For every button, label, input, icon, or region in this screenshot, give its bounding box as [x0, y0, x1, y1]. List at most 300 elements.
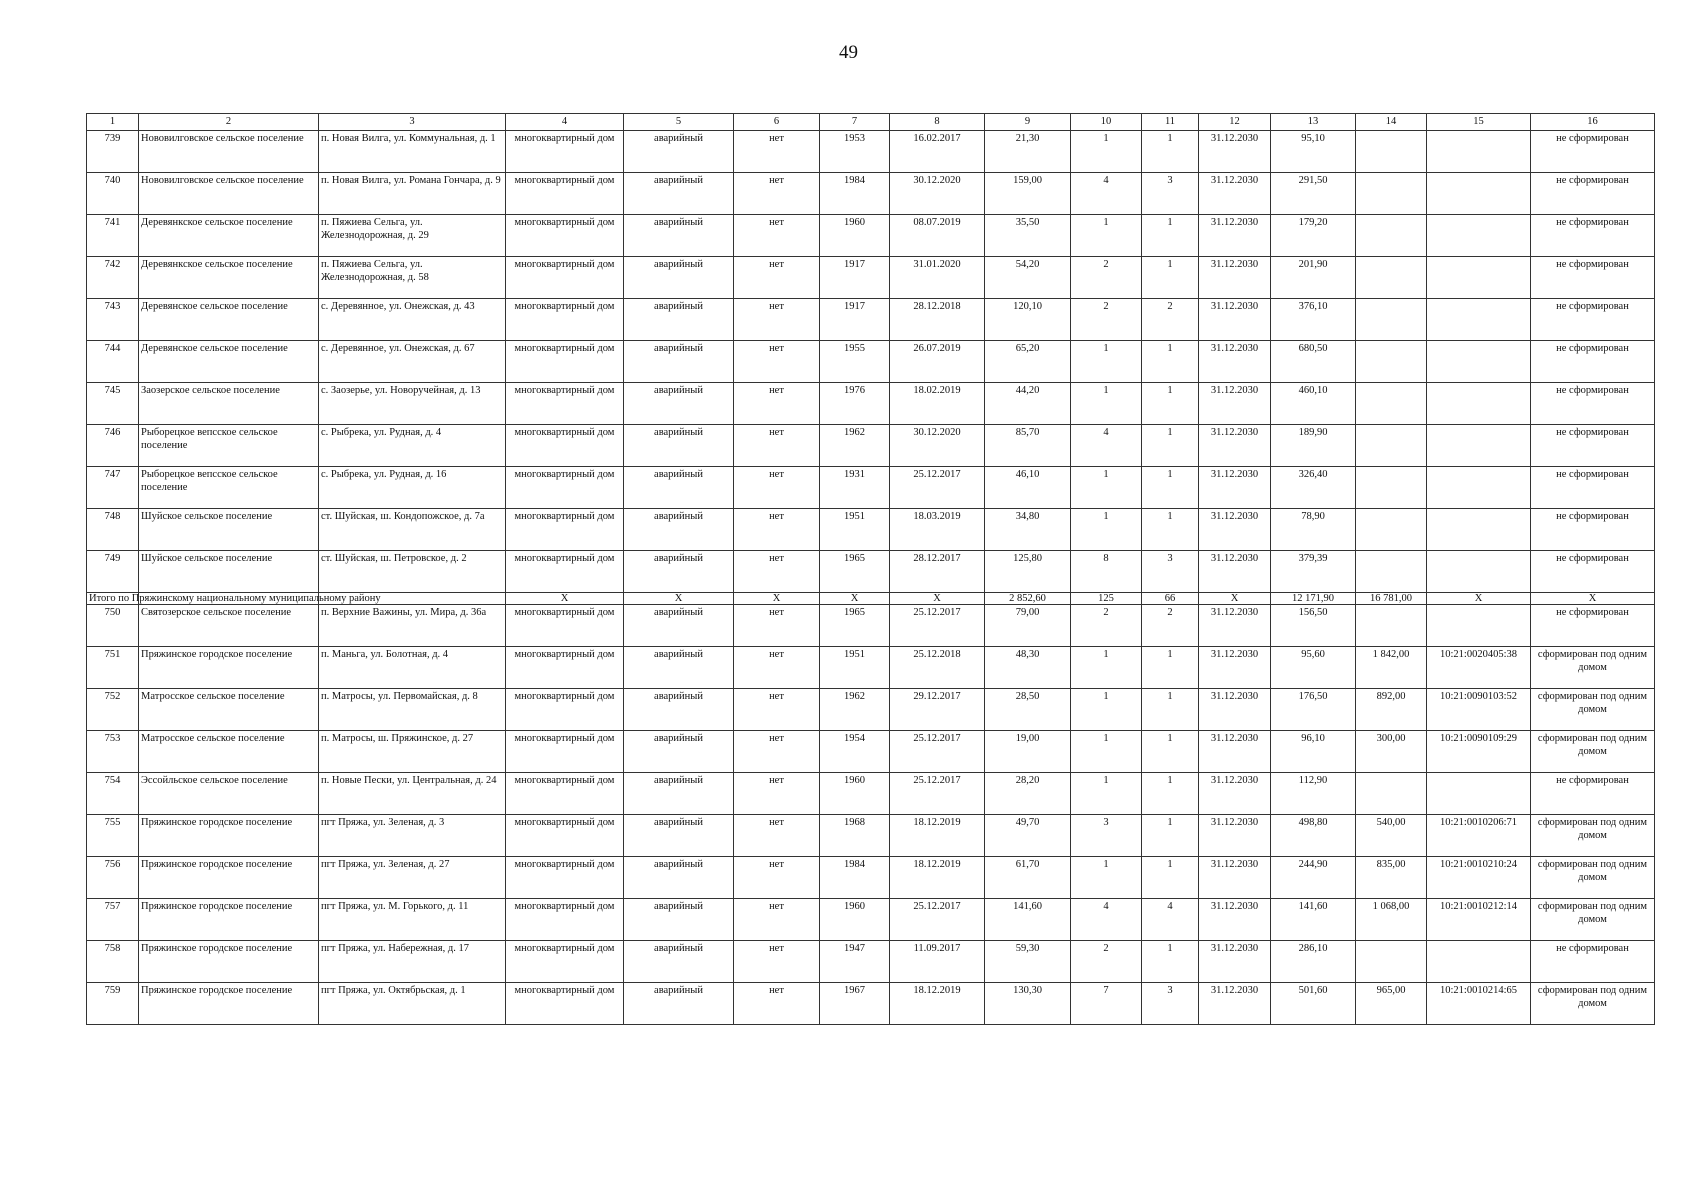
table-cell: нет: [734, 773, 820, 815]
table-cell: Шуйское сельское поселение: [139, 509, 319, 551]
table-cell: нет: [734, 425, 820, 467]
table-cell: 1: [1071, 731, 1142, 773]
table-cell: [1356, 383, 1427, 425]
table-cell: 3: [1142, 983, 1199, 1025]
table-cell: 1965: [820, 551, 890, 593]
table-cell: [1356, 425, 1427, 467]
table-cell: 31.12.2030: [1199, 773, 1271, 815]
table-cell: нет: [734, 551, 820, 593]
table-row: [87, 299, 1655, 341]
table-cell: п. Новая Вилга, ул. Коммунальная, д. 1: [319, 131, 506, 173]
table-cell: аварийный: [624, 983, 734, 1025]
column-number-8: 8: [890, 114, 985, 131]
table-cell: многоквартирный дом: [506, 551, 624, 593]
table-cell: 141,60: [985, 899, 1071, 941]
table-cell: [1427, 341, 1531, 383]
table-cell: многоквартирный дом: [506, 173, 624, 215]
table-cell: [1356, 257, 1427, 299]
total-value: X: [1199, 593, 1271, 605]
table-row: [87, 383, 1655, 425]
table-cell: сформирован под одним домом: [1531, 731, 1655, 773]
table-cell: 1962: [820, 425, 890, 467]
table-cell: п. Маньга, ул. Болотная, д. 4: [319, 647, 506, 689]
table-cell: 1: [1142, 131, 1199, 173]
table-cell: 758: [87, 941, 139, 983]
table-cell: 2: [1071, 605, 1142, 647]
table-cell: с. Деревянное, ул. Онежская, д. 67: [319, 341, 506, 383]
table-cell: аварийный: [624, 257, 734, 299]
table-cell: Деревянское сельское поселение: [139, 341, 319, 383]
table-cell: 1960: [820, 899, 890, 941]
table-cell: нет: [734, 257, 820, 299]
table-cell: 31.12.2030: [1199, 941, 1271, 983]
table-cell: 291,50: [1271, 173, 1356, 215]
table-cell: 08.07.2019: [890, 215, 985, 257]
table-cell: 18.12.2019: [890, 857, 985, 899]
table-cell: 244,90: [1271, 857, 1356, 899]
table-cell: аварийный: [624, 941, 734, 983]
table-cell: пгт Пряжа, ул. Зеленая, д. 3: [319, 815, 506, 857]
table-cell: не сформирован: [1531, 173, 1655, 215]
table-cell: 1: [1071, 215, 1142, 257]
table-cell: 31.12.2030: [1199, 383, 1271, 425]
table-cell: многоквартирный дом: [506, 773, 624, 815]
table-cell: аварийный: [624, 731, 734, 773]
table-cell: 30.12.2020: [890, 425, 985, 467]
table-cell: 31.12.2030: [1199, 215, 1271, 257]
table-cell: 759: [87, 983, 139, 1025]
table-cell: 31.12.2030: [1199, 815, 1271, 857]
table-cell: 31.12.2030: [1199, 899, 1271, 941]
table-cell: 31.01.2020: [890, 257, 985, 299]
table-cell: 10:21:0090103:52: [1427, 689, 1531, 731]
table-cell: 300,00: [1356, 731, 1427, 773]
table-cell: 125,80: [985, 551, 1071, 593]
table-cell: аварийный: [624, 773, 734, 815]
table-cell: [1356, 173, 1427, 215]
table-cell: 25.12.2018: [890, 647, 985, 689]
table-cell: не сформирован: [1531, 215, 1655, 257]
column-number-16: 16: [1531, 114, 1655, 131]
table-cell: 1: [1142, 731, 1199, 773]
table-cell: 25.12.2017: [890, 899, 985, 941]
table-cell: 540,00: [1356, 815, 1427, 857]
table-cell: 7: [1071, 983, 1142, 1025]
table-cell: 31.12.2030: [1199, 857, 1271, 899]
table-cell: 85,70: [985, 425, 1071, 467]
table-cell: [1356, 551, 1427, 593]
total-row: [87, 593, 1655, 605]
column-number-11: 11: [1142, 114, 1199, 131]
table-cell: сформирован под одним домом: [1531, 899, 1655, 941]
table-row: [87, 815, 1655, 857]
table-cell: Деревянкское сельское поселение: [139, 215, 319, 257]
table-cell: многоквартирный дом: [506, 815, 624, 857]
table-cell: 1947: [820, 941, 890, 983]
table-cell: не сформирован: [1531, 551, 1655, 593]
table-cell: 1: [1142, 815, 1199, 857]
table-cell: многоквартирный дом: [506, 857, 624, 899]
table-cell: Пряжинское городское поселение: [139, 857, 319, 899]
table-cell: многоквартирный дом: [506, 215, 624, 257]
table-cell: 18.12.2019: [890, 815, 985, 857]
table-cell: 1951: [820, 647, 890, 689]
table-cell: 10:21:0010212:14: [1427, 899, 1531, 941]
table-cell: 1: [1071, 131, 1142, 173]
table-cell: 78,90: [1271, 509, 1356, 551]
table-cell: 1960: [820, 215, 890, 257]
table-cell: 1: [1142, 941, 1199, 983]
table-cell: 326,40: [1271, 467, 1356, 509]
table-cell: [1427, 551, 1531, 593]
table-cell: 753: [87, 731, 139, 773]
table-cell: нет: [734, 857, 820, 899]
table-row: [87, 983, 1655, 1025]
table-cell: 26.07.2019: [890, 341, 985, 383]
column-number-13: 13: [1271, 114, 1356, 131]
table-cell: 376,10: [1271, 299, 1356, 341]
table-cell: сформирован под одним домом: [1531, 689, 1655, 731]
table-cell: 31.12.2030: [1199, 299, 1271, 341]
table-cell: нет: [734, 647, 820, 689]
table-cell: 28,50: [985, 689, 1071, 731]
table-cell: 1 068,00: [1356, 899, 1427, 941]
table-cell: 1: [1142, 257, 1199, 299]
table-cell: 1: [1142, 509, 1199, 551]
table-row: [87, 173, 1655, 215]
column-number-10: 10: [1071, 114, 1142, 131]
column-number-row: [87, 114, 1655, 131]
table-cell: 31.12.2030: [1199, 983, 1271, 1025]
table-cell: 130,30: [985, 983, 1071, 1025]
table-cell: п. Новая Вилга, ул. Романа Гончара, д. 9: [319, 173, 506, 215]
table-cell: 1: [1071, 647, 1142, 689]
table-cell: 44,20: [985, 383, 1071, 425]
table-cell: [1427, 131, 1531, 173]
table-cell: Пряжинское городское поселение: [139, 815, 319, 857]
table-cell: аварийный: [624, 689, 734, 731]
table-cell: 1: [1071, 857, 1142, 899]
table-cell: [1356, 509, 1427, 551]
table-cell: [1427, 509, 1531, 551]
table-cell: сформирован под одним домом: [1531, 647, 1655, 689]
table-cell: не сформирован: [1531, 383, 1655, 425]
table-row: [87, 551, 1655, 593]
table-cell: 498,80: [1271, 815, 1356, 857]
table-cell: пгт Пряжа, ул. М. Горького, д. 11: [319, 899, 506, 941]
table-cell: 25.12.2017: [890, 467, 985, 509]
table-cell: нет: [734, 815, 820, 857]
total-value: 12 171,90: [1271, 593, 1356, 605]
table-cell: многоквартирный дом: [506, 425, 624, 467]
table-cell: ст. Шуйская, ш. Кондопожское, д. 7а: [319, 509, 506, 551]
table-cell: п. Пяжиева Сельга, ул. Железнодорожная, д. 58: [319, 257, 506, 299]
table-cell: многоквартирный дом: [506, 131, 624, 173]
table-cell: не сформирован: [1531, 773, 1655, 815]
table-cell: аварийный: [624, 383, 734, 425]
table-cell: 201,90: [1271, 257, 1356, 299]
table-cell: 10:21:0020405:38: [1427, 647, 1531, 689]
table-cell: 747: [87, 467, 139, 509]
column-number-1: 1: [87, 114, 139, 131]
column-number-6: 6: [734, 114, 820, 131]
table-cell: 112,90: [1271, 773, 1356, 815]
table-cell: 2: [1142, 605, 1199, 647]
table-cell: 1: [1071, 509, 1142, 551]
total-value: 2 852,60: [985, 593, 1071, 605]
table-cell: 46,10: [985, 467, 1071, 509]
table-cell: 379,39: [1271, 551, 1356, 593]
table-cell: 1951: [820, 509, 890, 551]
table-row: [87, 215, 1655, 257]
table-cell: не сформирован: [1531, 941, 1655, 983]
table-cell: нет: [734, 509, 820, 551]
table-cell: 1917: [820, 257, 890, 299]
table-cell: пгт Пряжа, ул. Октябрьская, д. 1: [319, 983, 506, 1025]
table-cell: аварийный: [624, 857, 734, 899]
table-cell: п. Матросы, ул. Первомайская, д. 8: [319, 689, 506, 731]
total-value: X: [820, 593, 890, 605]
table-cell: 31.12.2030: [1199, 731, 1271, 773]
table-cell: 680,50: [1271, 341, 1356, 383]
table-cell: не сформирован: [1531, 257, 1655, 299]
table-cell: Пряжинское городское поселение: [139, 899, 319, 941]
table-cell: 31.12.2030: [1199, 257, 1271, 299]
table-cell: 739: [87, 131, 139, 173]
table-row: [87, 773, 1655, 815]
table-cell: аварийный: [624, 131, 734, 173]
table-cell: 742: [87, 257, 139, 299]
table-cell: аварийный: [624, 647, 734, 689]
table-cell: 11.09.2017: [890, 941, 985, 983]
table-cell: многоквартирный дом: [506, 467, 624, 509]
page-number: 49: [839, 42, 858, 63]
table-row: [87, 647, 1655, 689]
table-cell: не сформирован: [1531, 509, 1655, 551]
table-row: [87, 425, 1655, 467]
table-cell: 159,00: [985, 173, 1071, 215]
table-cell: 34,80: [985, 509, 1071, 551]
table-cell: 95,10: [1271, 131, 1356, 173]
table-cell: не сформирован: [1531, 131, 1655, 173]
table-cell: Деревянское сельское поселение: [139, 299, 319, 341]
table-cell: 19,00: [985, 731, 1071, 773]
table-cell: 1931: [820, 467, 890, 509]
table-cell: многоквартирный дом: [506, 899, 624, 941]
table-cell: с. Деревянное, ул. Онежская, д. 43: [319, 299, 506, 341]
table-cell: 1953: [820, 131, 890, 173]
table-cell: 120,10: [985, 299, 1071, 341]
column-number-5: 5: [624, 114, 734, 131]
table-cell: не сформирован: [1531, 341, 1655, 383]
table-cell: многоквартирный дом: [506, 257, 624, 299]
table-cell: 1: [1071, 383, 1142, 425]
table-cell: не сформирован: [1531, 467, 1655, 509]
table-cell: 1968: [820, 815, 890, 857]
table-cell: 10:21:0090109:29: [1427, 731, 1531, 773]
table-cell: 28.12.2018: [890, 299, 985, 341]
table-cell: 1 842,00: [1356, 647, 1427, 689]
column-number-15: 15: [1427, 114, 1531, 131]
table-cell: 743: [87, 299, 139, 341]
table-cell: Эссойльское сельское поселение: [139, 773, 319, 815]
table-cell: 16.02.2017: [890, 131, 985, 173]
table-cell: 965,00: [1356, 983, 1427, 1025]
table-cell: 835,00: [1356, 857, 1427, 899]
table-cell: [1427, 173, 1531, 215]
table-cell: 31.12.2030: [1199, 605, 1271, 647]
total-value: X: [1427, 593, 1531, 605]
table-cell: аварийный: [624, 509, 734, 551]
table-cell: [1427, 215, 1531, 257]
table-cell: 29.12.2017: [890, 689, 985, 731]
table-cell: сформирован под одним домом: [1531, 983, 1655, 1025]
total-value: 16 781,00: [1356, 593, 1427, 605]
table-cell: Пряжинское городское поселение: [139, 983, 319, 1025]
table-cell: Шуйское сельское поселение: [139, 551, 319, 593]
table-cell: ст. Шуйская, ш. Петровское, д. 2: [319, 551, 506, 593]
table-cell: пгт Пряжа, ул. Набережная, д. 17: [319, 941, 506, 983]
table-row: [87, 605, 1655, 647]
table-cell: Нововилговское сельское поселение: [139, 173, 319, 215]
table-cell: [1356, 131, 1427, 173]
table-cell: 31.12.2030: [1199, 551, 1271, 593]
table-cell: 748: [87, 509, 139, 551]
table-cell: пгт Пряжа, ул. Зеленая, д. 27: [319, 857, 506, 899]
column-number-14: 14: [1356, 114, 1427, 131]
table-cell: 1: [1071, 341, 1142, 383]
table-cell: [1427, 383, 1531, 425]
table-cell: [1356, 341, 1427, 383]
table-cell: с. Рыбрека, ул. Рудная, д. 4: [319, 425, 506, 467]
table-cell: 1984: [820, 173, 890, 215]
table-cell: 4: [1071, 899, 1142, 941]
table-cell: 30.12.2020: [890, 173, 985, 215]
table-cell: нет: [734, 215, 820, 257]
table-cell: 745: [87, 383, 139, 425]
table-cell: многоквартирный дом: [506, 647, 624, 689]
table-cell: аварийный: [624, 173, 734, 215]
table-cell: сформирован под одним домом: [1531, 815, 1655, 857]
table-cell: 756: [87, 857, 139, 899]
table-cell: нет: [734, 605, 820, 647]
table-cell: сформирован под одним домом: [1531, 857, 1655, 899]
table-cell: 2: [1071, 941, 1142, 983]
table-cell: 1955: [820, 341, 890, 383]
table-cell: не сформирован: [1531, 425, 1655, 467]
table-cell: 18.02.2019: [890, 383, 985, 425]
table-cell: нет: [734, 173, 820, 215]
table-cell: 28.12.2017: [890, 551, 985, 593]
table-cell: аварийный: [624, 899, 734, 941]
table-cell: 286,10: [1271, 941, 1356, 983]
column-number-12: 12: [1199, 114, 1271, 131]
table-cell: 61,70: [985, 857, 1071, 899]
table-body: [87, 131, 1655, 1025]
registry-table: [86, 113, 1655, 1025]
table-cell: 54,20: [985, 257, 1071, 299]
table-row: [87, 131, 1655, 173]
table-cell: Рыборецкое вепсское сельское поселение: [139, 425, 319, 467]
table-cell: 2: [1142, 299, 1199, 341]
table-cell: 892,00: [1356, 689, 1427, 731]
table-cell: аварийный: [624, 815, 734, 857]
column-number-3: 3: [319, 114, 506, 131]
total-value: X: [506, 593, 624, 605]
table-cell: 1976: [820, 383, 890, 425]
table-cell: 1954: [820, 731, 890, 773]
table-cell: 1: [1142, 341, 1199, 383]
column-number-9: 9: [985, 114, 1071, 131]
table-cell: многоквартирный дом: [506, 941, 624, 983]
table-cell: Заозерское сельское поселение: [139, 383, 319, 425]
table-cell: 8: [1071, 551, 1142, 593]
table-cell: аварийный: [624, 341, 734, 383]
table-cell: 741: [87, 215, 139, 257]
table-cell: Рыборецкое вепсское сельское поселение: [139, 467, 319, 509]
table-cell: 176,50: [1271, 689, 1356, 731]
table-cell: 31.12.2030: [1199, 425, 1271, 467]
table-cell: нет: [734, 941, 820, 983]
table-cell: п. Пяжиева Сельга, ул. Железнодорожная, д. 29: [319, 215, 506, 257]
table-cell: 1: [1142, 773, 1199, 815]
table-cell: нет: [734, 983, 820, 1025]
table-cell: 1960: [820, 773, 890, 815]
table-cell: 10:21:0010206:71: [1427, 815, 1531, 857]
table-cell: Нововилговское сельское поселение: [139, 131, 319, 173]
table-cell: 1917: [820, 299, 890, 341]
table-cell: 755: [87, 815, 139, 857]
table-cell: [1427, 605, 1531, 647]
table-cell: [1427, 425, 1531, 467]
table-cell: 31.12.2030: [1199, 689, 1271, 731]
table-cell: 2: [1071, 299, 1142, 341]
column-number-4: 4: [506, 114, 624, 131]
table-cell: 3: [1071, 815, 1142, 857]
table-cell: нет: [734, 689, 820, 731]
table-cell: 740: [87, 173, 139, 215]
table-cell: 4: [1071, 425, 1142, 467]
table-cell: 744: [87, 341, 139, 383]
table-cell: 501,60: [1271, 983, 1356, 1025]
table-cell: аварийный: [624, 215, 734, 257]
table-cell: 1: [1142, 425, 1199, 467]
table-cell: 25.12.2017: [890, 773, 985, 815]
table-cell: 25.12.2017: [890, 605, 985, 647]
table-row: [87, 731, 1655, 773]
table-cell: 751: [87, 647, 139, 689]
table-cell: 31.12.2030: [1199, 509, 1271, 551]
table-cell: 31.12.2030: [1199, 173, 1271, 215]
table-cell: 1: [1071, 773, 1142, 815]
table-cell: 750: [87, 605, 139, 647]
table-cell: с. Заозерье, ул. Новоручейная, д. 13: [319, 383, 506, 425]
table-cell: Матросское сельское поселение: [139, 689, 319, 731]
total-value: 125: [1071, 593, 1142, 605]
table-row: [87, 941, 1655, 983]
table-cell: не сформирован: [1531, 605, 1655, 647]
table-cell: 1: [1142, 215, 1199, 257]
table-cell: многоквартирный дом: [506, 341, 624, 383]
total-value: X: [1531, 593, 1655, 605]
table-cell: 31.12.2030: [1199, 341, 1271, 383]
table-cell: нет: [734, 731, 820, 773]
table-cell: 59,30: [985, 941, 1071, 983]
table-cell: 749: [87, 551, 139, 593]
table-cell: 49,70: [985, 815, 1071, 857]
table-cell: многоквартирный дом: [506, 383, 624, 425]
total-label: Итого по Пряжинскому национальному муниципальному району: [87, 593, 139, 605]
